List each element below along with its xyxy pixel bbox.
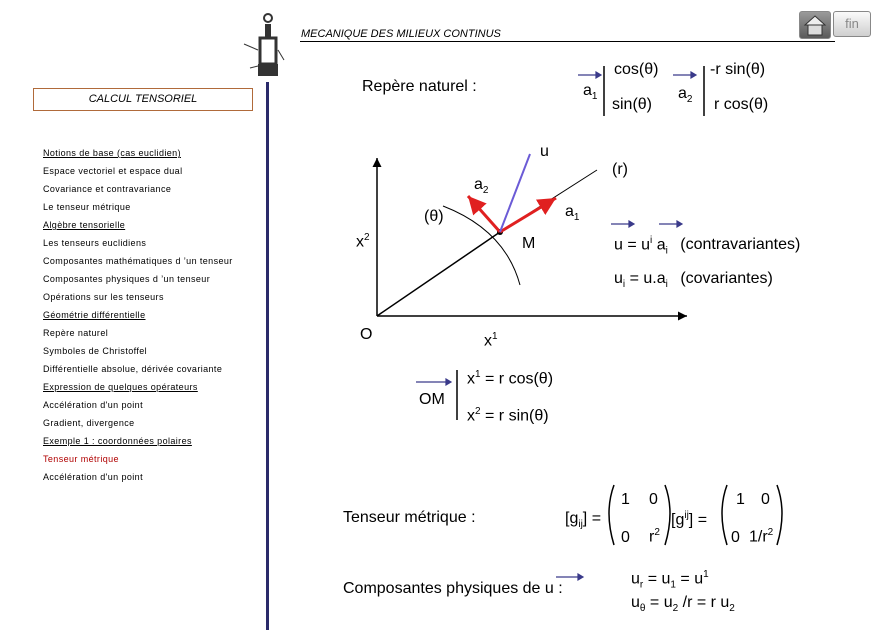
a2-msin: -r sin(θ) — [710, 61, 766, 78]
o-label: O — [360, 326, 373, 343]
ginv-12: 0 — [761, 491, 770, 508]
ginv-21: 0 — [731, 529, 740, 546]
r-label: (r) — [612, 161, 628, 178]
g-22: $r^2$ — [649, 527, 660, 546]
contravariant-line: $u = u^i$ $a_i$ (contravariantes) — [614, 235, 801, 257]
page-title: MECANIQUE DES MILIEUX CONTINUS — [301, 28, 501, 40]
sidebar-item[interactable]: Notions de base (cas euclidien) — [43, 148, 181, 158]
phys-label: Composantes physiques de u : — [343, 580, 563, 597]
a1-vector — [500, 198, 556, 232]
ur-line: $u_r = u_1 = u^1$ — [631, 569, 709, 591]
sidebar-item[interactable]: Espace vectoriel et espace dual — [43, 166, 183, 176]
section-title: CALCUL TENSORIEL — [33, 88, 253, 111]
om-label: OM — [419, 391, 445, 408]
a2-rcos: r cos(θ) — [714, 96, 769, 113]
m-label: M — [522, 235, 536, 252]
a2-vector — [468, 196, 500, 232]
u-vector — [500, 154, 530, 232]
g-11: 1 — [621, 491, 630, 508]
a1-cos: cos(θ) — [614, 61, 659, 78]
covariant-line: $u_i = u.a_i$ (covariantes) — [614, 270, 773, 291]
sidebar-item[interactable]: Gradient, divergence — [43, 418, 135, 428]
sidebar-item[interactable]: Covariance et contravariance — [43, 184, 172, 194]
a1-diagram-label: $a_1$ — [565, 203, 580, 224]
fin-button[interactable]: fin — [833, 11, 871, 37]
tenseur-label: Tenseur métrique : — [343, 509, 476, 526]
sidebar-item[interactable]: Exemple 1 : coordonnées polaires — [43, 436, 192, 446]
sidebar-item[interactable]: Géométrie différentielle — [43, 310, 146, 320]
g-21: 0 — [621, 529, 630, 546]
a2-diagram-label: $a_2$ — [474, 176, 489, 197]
a1-label: $a_1$ — [583, 82, 598, 103]
g-12: 0 — [649, 491, 658, 508]
x1-label: $x^1$ — [484, 331, 498, 350]
theta-label: (θ) — [424, 208, 444, 225]
sidebar-item[interactable]: Algèbre tensorielle — [43, 220, 126, 230]
repere-label: Repère naturel : — [362, 78, 477, 95]
sidebar-item[interactable]: Symboles de Christoffel — [43, 346, 148, 356]
ginv-22: $1/r^2$ — [749, 527, 774, 546]
ginv-11: 1 — [736, 491, 745, 508]
sidebar-item[interactable]: Les tenseurs euclidiens — [43, 238, 147, 248]
sidebar-item[interactable]: Composantes mathématiques d ’un tenseur — [43, 256, 233, 266]
g-inv-label: $[g^{ij}]$ = — [671, 510, 708, 529]
sidebar-item[interactable]: Différentielle absolue, dérivée covariante — [43, 364, 223, 374]
a1-sin: sin(θ) — [612, 96, 653, 113]
eq-x2: $x^2 = r$ sin(θ) — [467, 406, 549, 425]
x2-label: $x^2$ — [356, 232, 370, 251]
utheta-line: $u_\theta = u_2$ /r = r $u_2$ — [631, 594, 735, 615]
sidebar-item[interactable]: Expression de quelques opérateurs — [43, 382, 198, 392]
om-line — [377, 232, 500, 316]
sidebar-item[interactable]: Composantes physiques d ’un tenseur — [43, 274, 211, 284]
sidebar-item[interactable]: Opérations sur les tenseurs — [43, 292, 164, 302]
gij-label: $[g_{ij}]$ = — [565, 510, 602, 531]
eq-x1: $x^1 = r$ cos(θ) — [467, 369, 554, 388]
sidebar-item[interactable]: Repère naturel — [43, 328, 109, 338]
sidebar-item[interactable]: Tenseur métrique — [43, 454, 119, 464]
sidebar-item[interactable]: Accélération d'un point — [43, 400, 143, 410]
sidebar-item[interactable]: Le tenseur métrique — [43, 202, 131, 212]
sidebar-item[interactable]: Accélération d'un point — [43, 472, 143, 482]
u-label: u — [540, 143, 549, 160]
a2-label: $a_2$ — [678, 85, 693, 106]
